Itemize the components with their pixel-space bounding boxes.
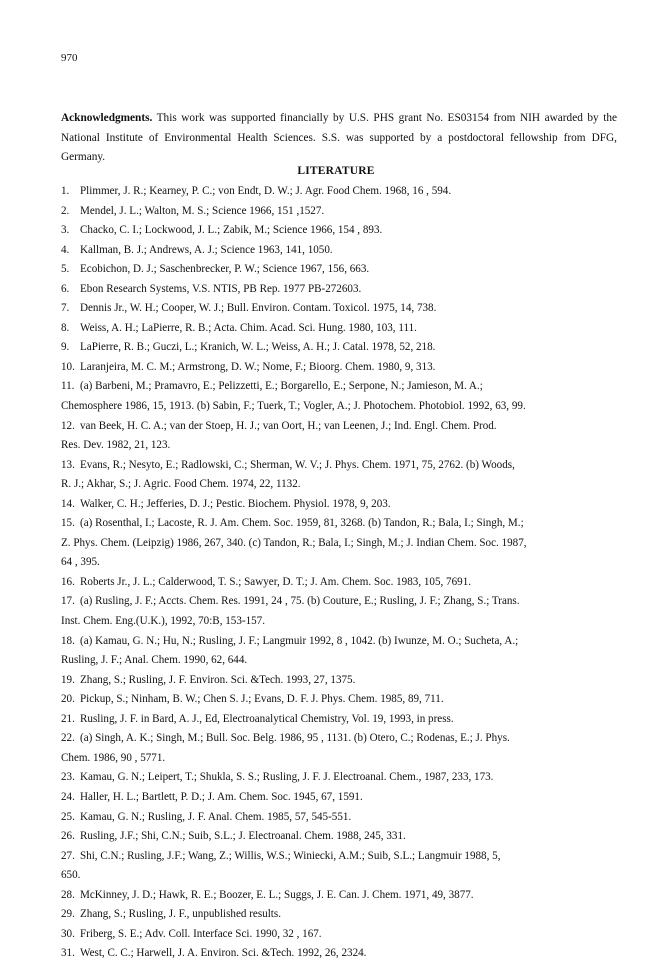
reference-text	[80, 338, 617, 358]
reference-number: 13.	[61, 458, 75, 471]
reference-item	[61, 299, 617, 319]
reference-text	[80, 221, 617, 241]
reference-item	[61, 241, 617, 261]
reference-number: 9.	[61, 341, 70, 354]
reference-item	[61, 319, 617, 339]
reference-continuation-line: 64 , 395.	[61, 556, 100, 569]
reference-item	[61, 377, 617, 416]
reference-number: 25.	[61, 810, 75, 823]
reference-item	[61, 358, 617, 378]
reference-item	[61, 592, 617, 631]
reference-line: McKinney, J. D.; Hawk, R. E.; Boozer, E. L.; Suggs, J. E. Can. J. Chem. 1971, 49, 3877.	[80, 888, 474, 901]
reference-text	[80, 768, 617, 788]
reference-item	[61, 690, 617, 710]
reference-line: Chacko, C. I.; Lockwood, J. L.; Zabik, M.; Science 1966, 154 , 893.	[80, 224, 383, 237]
reference-text	[80, 671, 617, 691]
reference-item	[61, 788, 617, 808]
acknowledgments-text: This work was supported financially by U.S. PHS grant No. ES03154 from NIH awarded by the National Institute of Environmental Health Sciences. S.S. was supported by a postdoctoral fellowship from DFG, Germany.	[61, 112, 617, 163]
reference-number: 8.	[61, 321, 70, 334]
reference-number: 15.	[61, 517, 75, 530]
reference-item	[61, 847, 617, 886]
reference-number: 28.	[61, 888, 75, 901]
reference-item	[61, 808, 617, 828]
reference-number: 3.	[61, 224, 70, 237]
reference-text	[80, 358, 617, 378]
reference-item	[61, 886, 617, 906]
acknowledgments-paragraph	[61, 109, 617, 168]
reference-list	[61, 182, 617, 964]
reference-text	[80, 299, 617, 319]
reference-line: Laranjeira, M. C. M.; Armstrong, D. W.; Nome, F.; Bioorg. Chem. 1980, 9, 313.	[80, 360, 436, 373]
reference-text	[61, 456, 617, 495]
reference-number: 21.	[61, 712, 75, 725]
reference-number: 16.	[61, 575, 75, 588]
reference-number: 26.	[61, 830, 75, 843]
reference-item	[61, 925, 617, 945]
reference-item	[61, 417, 617, 456]
reference-line: Friberg, S. E.; Adv. Coll. Interface Sci. 1990, 32 , 167.	[80, 927, 322, 940]
reference-line: Weiss, A. H.; LaPierre, R. B.; Acta. Chim. Acad. Sci. Hung. 1980, 103, 111.	[80, 321, 417, 334]
reference-line: (a) Rosenthal, I.; Lacoste, R. J. Am. Chem. Soc. 1959, 81, 3268. (b) Tandon, R.; Bala, I.; Singh, M.;	[80, 517, 524, 530]
reference-item	[61, 221, 617, 241]
reference-text	[80, 260, 617, 280]
reference-number: 24.	[61, 790, 75, 803]
reference-number: 1.	[61, 185, 70, 197]
reference-text	[80, 495, 617, 515]
reference-line: Kamau, G. N.; Leipert, T.; Shukla, S. S.; Rusling, J. F. J. Electroanal. Chem., 1987, 233, 173.	[80, 771, 494, 784]
reference-line: Shi, C.N.; Rusling, J.F.; Wang, Z.; Willis, W.S.; Winiecki, A.M.; Suib, S.L.; Langmuir 1988, 5,	[80, 849, 501, 862]
reference-line: (a) Barbeni, M.; Pramavro, E.; Pelizzetti, E.; Borgarello, E.; Serpone, N.; Jamieson, M. A.;	[80, 380, 483, 393]
reference-text	[80, 202, 617, 222]
reference-number: 6.	[61, 282, 70, 295]
reference-line: Rusling, J.F.; Shi, C.N.; Suib, S.L.; J. Electroanal. Chem. 1988, 245, 331.	[80, 830, 406, 843]
reference-item	[61, 905, 617, 925]
reference-item	[61, 827, 617, 847]
reference-item	[61, 182, 617, 202]
reference-number: 19.	[61, 673, 75, 686]
reference-line: van Beek, H. C. A.; van der Stoep, H. J.; van Oort, H.; van Leenen, J.; Ind. Engl. Chem. Prod.	[80, 419, 497, 432]
reference-item	[61, 944, 617, 964]
reference-number: 11.	[61, 380, 75, 393]
reference-item	[61, 632, 617, 671]
reference-text	[80, 944, 617, 964]
reference-number: 20.	[61, 693, 75, 706]
reference-line: Ebon Research Systems, V.S. NTIS, PB Rep. 1977 PB-272603.	[80, 282, 362, 295]
reference-item	[61, 671, 617, 691]
reference-line: LaPierre, R. B.; Guczi, L.; Kranich, W. L.; Weiss, A. H.; J. Catal. 1978, 52, 218.	[80, 341, 436, 354]
reference-line: Evans, R.; Nesyto, E.; Radlowski, C.; Sherman, W. V.; J. Phys. Chem. 1971, 75, 2762. (b) Woods,	[80, 458, 515, 471]
page-number: 970	[61, 52, 78, 64]
reference-item	[61, 280, 617, 300]
reference-continuation-line: Z. Phys. Chem. (Leipzig) 1986, 267, 340. (c) Tandon, R.; Bala, I.; Singh, M.; J. Indian Chem. Soc. 1987,	[61, 536, 527, 549]
reference-item	[61, 495, 617, 515]
reference-item	[61, 514, 617, 573]
reference-line: Walker, C. H.; Jefferies, D. J.; Pestic. Biochem. Physiol. 1978, 9, 203.	[80, 497, 391, 510]
reference-line: (a) Kamau, G. N.; Hu, N.; Rusling, J. F.; Langmuir 1992, 8 , 1042. (b) Iwunze, M. O.; Sucheta, A.;	[80, 634, 519, 647]
reference-text	[80, 925, 617, 945]
reference-number: 7.	[61, 302, 70, 315]
reference-text	[80, 710, 617, 730]
reference-continuation-line: Chemosphere 1986, 15, 1913. (b) Sabin, F.; Tuerk, T.; Vogler, A.; J. Photochem. Photobiol. 1992, 63, 99.	[61, 400, 526, 413]
reference-number: 17.	[61, 595, 75, 608]
reference-line: Kallman, B. J.; Andrews, A. J.; Science 1963, 141, 1050.	[80, 243, 333, 256]
reference-number: 14.	[61, 497, 75, 510]
reference-item	[61, 260, 617, 280]
reference-text	[80, 808, 617, 828]
reference-line: Roberts Jr., J. L.; Calderwood, T. S.; Sawyer, D. T.; J. Am. Chem. Soc. 1983, 105, 7691.	[80, 575, 472, 588]
reference-line: Mendel, J. L.; Walton, M. S.; Science 1966, 151 ,1527.	[80, 204, 325, 217]
reference-text	[80, 886, 617, 906]
reference-number: 4.	[61, 243, 70, 256]
reference-number: 5.	[61, 263, 70, 276]
reference-continuation-line: Chem. 1986, 90 , 5771.	[61, 751, 166, 764]
reference-item	[61, 338, 617, 358]
reference-text	[80, 241, 617, 261]
reference-number: 31.	[61, 947, 75, 960]
reference-text	[80, 905, 617, 925]
reference-text	[80, 573, 617, 593]
reference-line: Plimmer, J. R.; Kearney, P. C.; von Endt, D. W.; J. Agr. Food Chem. 1968, 16 , 594.	[80, 185, 452, 197]
acknowledgments-title: Acknowledgments.	[61, 112, 153, 124]
reference-text	[80, 319, 617, 339]
reference-item	[61, 710, 617, 730]
reference-text	[80, 690, 617, 710]
reference-item	[61, 202, 617, 222]
reference-number: 18.	[61, 634, 75, 647]
reference-item	[61, 456, 617, 495]
reference-continuation-line: 650.	[61, 869, 81, 882]
reference-line: (a) Rusling, J. F.; Accts. Chem. Res. 1991, 24 , 75. (b) Couture, E.; Rusling, J. F.; Zhang, S.; Trans.	[80, 595, 520, 608]
reference-continuation-line: Res. Dev. 1982, 21, 123.	[61, 439, 171, 452]
reference-number: 22.	[61, 732, 75, 745]
reference-text	[80, 280, 617, 300]
reference-line: Haller, H. L.; Bartlett, P. D.; J. Am. Chem. Soc. 1945, 67, 1591.	[80, 790, 363, 803]
reference-number: 30.	[61, 927, 75, 940]
reference-text	[61, 417, 617, 456]
reference-text	[80, 827, 617, 847]
reference-number: 29.	[61, 908, 75, 921]
reference-line: West, C. C.; Harwell, J. A. Environ. Sci. &Tech. 1992, 26, 2324.	[80, 947, 367, 960]
reference-number: 27.	[61, 849, 75, 862]
reference-number: 2.	[61, 204, 70, 217]
reference-item	[61, 729, 617, 768]
reference-item	[61, 768, 617, 788]
reference-line: Zhang, S.; Rusling, J. F. Environ. Sci. &Tech. 1993, 27, 1375.	[80, 673, 356, 686]
literature-heading: LITERATURE	[297, 165, 375, 177]
reference-number: 12.	[61, 419, 75, 432]
reference-line: Rusling, J. F. in Bard, A. J., Ed, Electroanalytical Chemistry, Vol. 19, 1993, in press.	[80, 712, 454, 725]
reference-continuation-line: Rusling, J. F.; Anal. Chem. 1990, 62, 644.	[61, 654, 248, 667]
reference-text	[80, 788, 617, 808]
reference-continuation-line: Inst. Chem. Eng.(U.K.), 1992, 70:B, 153-157.	[61, 615, 265, 628]
reference-line: Zhang, S.; Rusling, J. F., unpublished results.	[80, 908, 281, 921]
reference-continuation-line: R. J.; Akhar, S.; J. Agric. Food Chem. 1974, 22, 1132.	[61, 478, 301, 491]
reference-item	[61, 573, 617, 593]
reference-number: 10.	[61, 360, 75, 373]
reference-text	[80, 182, 617, 202]
reference-line: Kamau, G. N.; Rusling, J. F. Anal. Chem. 1985, 57, 545-551.	[80, 810, 352, 823]
reference-line: Ecobichon, D. J.; Saschenbrecker, P. W.; Science 1967, 156, 663.	[80, 263, 370, 276]
reference-number: 23.	[61, 771, 75, 784]
reference-line: Dennis Jr., W. H.; Cooper, W. J.; Bull. Environ. Contam. Toxicol. 1975, 14, 738.	[80, 302, 437, 315]
reference-line: (a) Singh, A. K.; Singh, M.; Bull. Soc. Belg. 1986, 95 , 1131. (b) Otero, C.; Rodenas, E.; J. Phys.	[80, 732, 510, 745]
reference-line: Pickup, S.; Ninham, B. W.; Chen S. J.; Evans, D. F. J. Phys. Chem. 1985, 89, 711.	[80, 693, 444, 706]
